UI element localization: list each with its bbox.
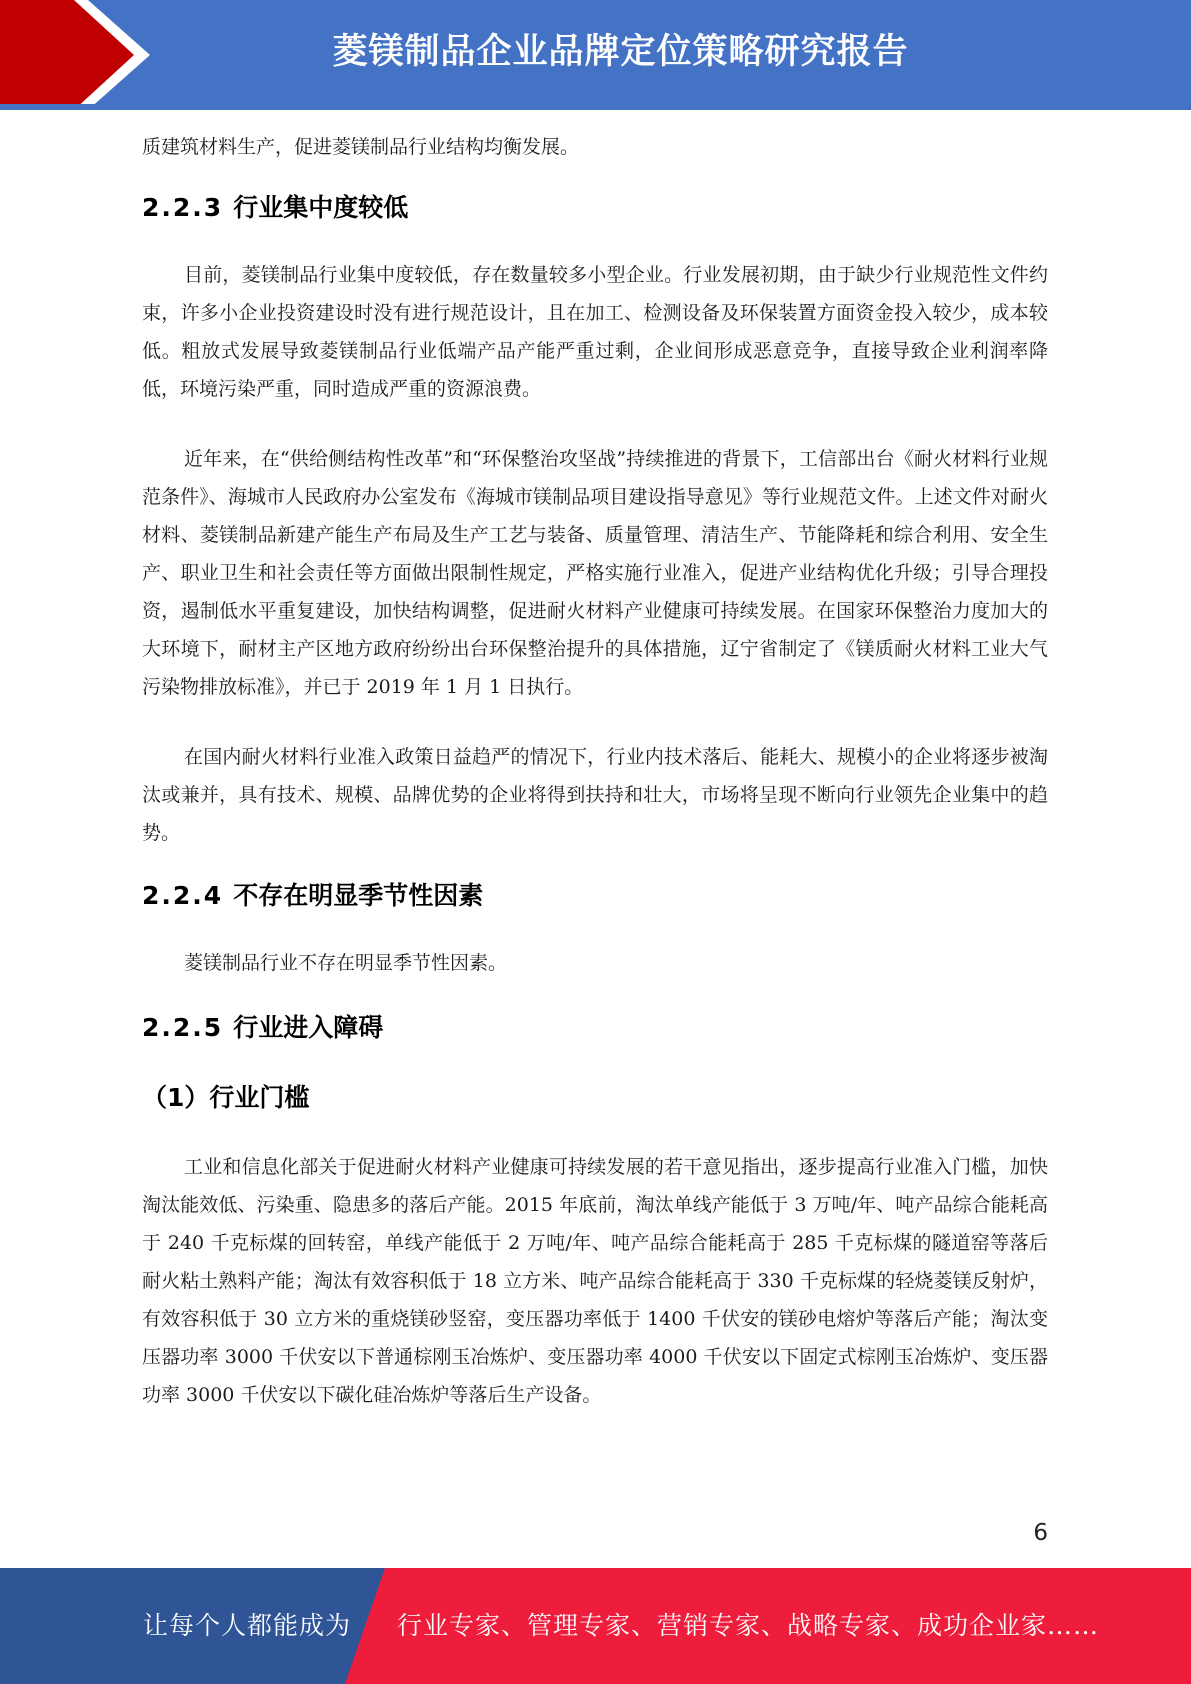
- report-title: 菱镁制品企业品牌定位策略研究报告: [332, 32, 909, 72]
- sub-heading-industry-threshold: （1）行业门槛: [142, 1083, 310, 1112]
- document-body: [142, 128, 1048, 1414]
- paragraph: 工业和信息化部关于促进耐火材料产业健康可持续发展的若干意见指出，逐步提高行业准入门槛，加快淘汰能效低、污染重、隐患多的落后产能。2015 年底前，淘汰单线产能低于 3 万吨/年、吨产品综合能耗高于 240 千克标煤的回转窑，单线产能低于 2 万吨/年、吨产品综合能耗高于 285 千克标煤的隧道窑等落后耐火粘土熟料产能；淘汰有效容积低于 18 立方米、吨产品综合能耗高于 330 千克标煤的轻烧菱镁反射炉，有效容积低于 30 立方米的重烧镁砂竖窑，变压器功率低于 1400 千伏安的镁砂电熔炉等落后产能；淘汰变压器功率 3000 千伏安以下普通棕刚玉冶炼炉、变压器功率 4000 千伏安以下固定式棕刚玉冶炼炉、变压器功率 3000 千伏安以下碳化硅冶炼炉等落后生产设备。: [142, 1156, 1048, 1406]
- section-number: 2.2.5: [142, 1013, 224, 1042]
- paragraph: 近年来，在“供给侧结构性改革”和“环保整治攻坚战”持续推进的背景下，工信部出台《耐火材料行业规范条件》、海城市人民政府办公室发布《海城市镁制品项目建设指导意见》等行业规范文件。上述文件对耐火材料、菱镁制品新建产能生产布局及生产工艺与装备、质量管理、清洁生产、节能降耗和综合利用、安全生产、职业卫生和社会责任等方面做出限制性规定，严格实施行业准入，促进产业结构优化升级；引导合理投资，遏制低水平重复建设，加快结构调整，促进耐火材料产业健康可持续发展。在国家环保整治力度加大的大环境下，耐材主产区地方政府纷纷出台环保整治提升的具体措施，辽宁省制定了《镁质耐火材料工业大气污染物排放标准》，并已于 2019 年 1 月 1 日执行。: [142, 448, 1048, 698]
- section-number: 2.2.4: [142, 881, 224, 910]
- section-title: 行业进入障碍: [233, 1013, 384, 1042]
- paragraph: 在国内耐火材料行业准入政策日益趋严的情况下，行业内技术落后、能耗大、规模小的企业将逐步被淘汰或兼并，具有技术、规模、品牌优势的企业将得到扶持和壮大，市场将呈现不断向行业领先企业集中的趋势。: [142, 746, 1048, 844]
- section-heading-2-2-4: [142, 878, 1048, 914]
- section-title: 不存在明显季节性因素: [233, 881, 484, 910]
- page-footer: [0, 1568, 1191, 1684]
- page-header: [0, 0, 1191, 110]
- paragraph: 菱镁制品行业不存在明显季节性因素。: [184, 952, 508, 974]
- section-heading-2-2-3: [142, 190, 1048, 226]
- paragraph: 目前，菱镁制品行业集中度较低，存在数量较多小型企业。行业发展初期，由于缺少行业规范性文件约束，许多小企业投资建设时没有进行规范设计，且在加工、检测设备及环保装置方面资金投入较少，成本较低。粗放式发展导致菱镁制品行业低端产品产能严重过剩，企业间形成恶意竞争，直接导致企业利润率降低，环境污染严重，同时造成严重的资源浪费。: [142, 264, 1048, 400]
- section-title: 行业集中度较低: [233, 193, 409, 222]
- intro-paragraph: 质建筑材料生产，促进菱镁制品行业结构均衡发展。: [142, 136, 580, 158]
- footer-slogan-left: 让每个人都能成为: [143, 1611, 352, 1640]
- footer-slogan-right: 行业专家、管理专家、营销专家、战略专家、成功企业家……: [397, 1611, 1100, 1640]
- section-heading-2-2-5: [142, 1010, 1048, 1046]
- section-number: 2.2.3: [142, 193, 224, 222]
- page-number: 6: [1033, 1520, 1048, 1546]
